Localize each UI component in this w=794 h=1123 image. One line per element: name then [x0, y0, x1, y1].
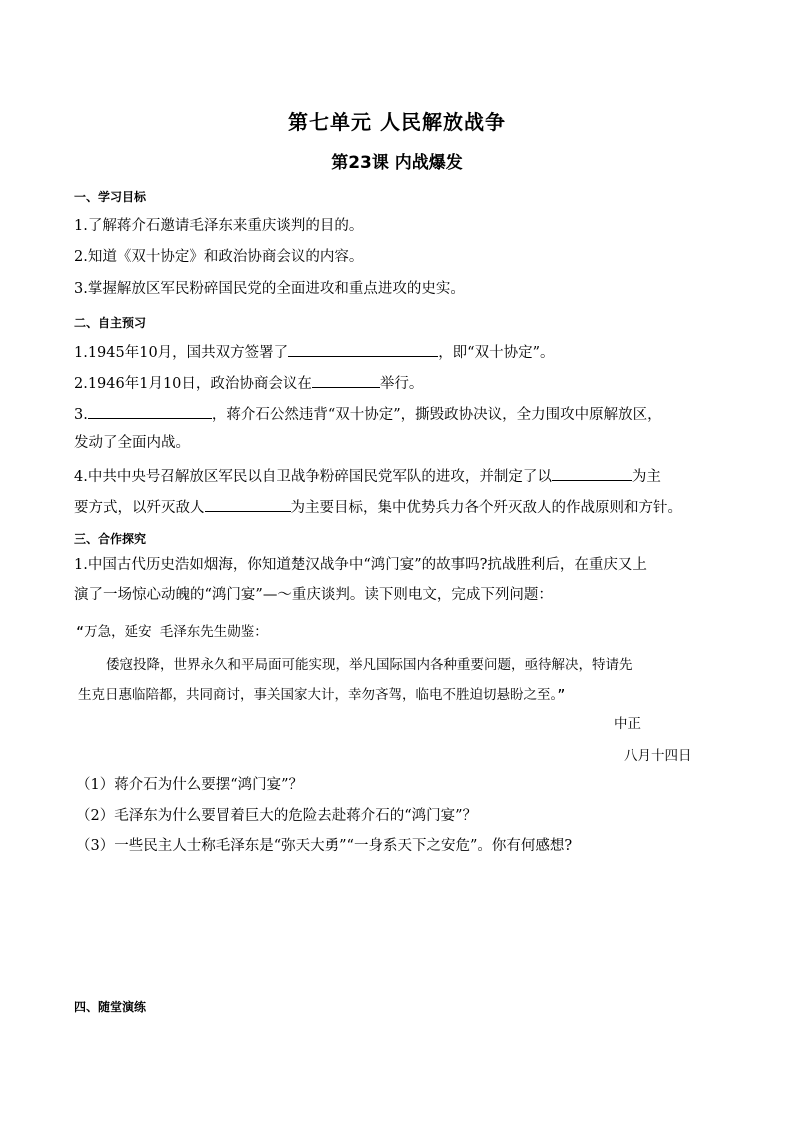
preview-question-3-cont: 发动了全面内战。: [74, 435, 190, 451]
telegram-date: 八月十四日: [624, 748, 692, 764]
preview-question-4: [74, 466, 661, 487]
question-text: 要方式，以歼灭敌人: [74, 500, 205, 516]
answer-blank[interactable]: [88, 404, 212, 419]
telegram-header: “万急，延安 毛泽东先生勋鉴：: [76, 624, 268, 640]
inquiry-intro: 1.中国古代历史浩如烟海，你知道楚汉战争中“鸿门宴”的故事吗?抗战胜利后，在重庆又上: [74, 557, 647, 573]
question-text: ，蒋介石公然违背“双十协定”，撕毁政协决议，全力围攻中原解放区，: [211, 407, 662, 423]
preview-question-3: [74, 404, 662, 425]
section-heading-goals: 一、学习目标: [74, 190, 147, 204]
preview-question-1: [74, 342, 555, 363]
goal-item: 3.掌握解放区军民粉碎国民党的全面进攻和重点进攻的史实。: [74, 281, 465, 297]
telegram-body: 倭寇投降，世界永久和平局面可能实现，举凡国际国内各种重要问题，亟待解决，特请先: [106, 657, 633, 673]
answer-blank[interactable]: [552, 466, 632, 481]
goal-item: 2.知道《双十协定》和政治协商会议的内容。: [74, 249, 364, 265]
answer-blank[interactable]: [288, 342, 438, 357]
question-text: 举行。: [379, 376, 424, 392]
question-text: 2.1946年1月10日，政治协商会议在: [74, 376, 312, 392]
section-heading-preview: 二、自主预习: [74, 316, 147, 330]
unit-title: 第七单元 人民解放战争: [288, 110, 506, 134]
answer-blank[interactable]: [312, 373, 380, 388]
telegram-signature: 中正: [614, 716, 641, 732]
inquiry-question: （1）蒋介石为什么要摆“鸿门宴”？: [76, 777, 304, 793]
question-text: 为主: [631, 469, 661, 485]
section-heading-practice: 四、随堂演练: [74, 1000, 147, 1014]
preview-question-2: [74, 373, 423, 394]
section-heading-inquiry: 三、合作探究: [74, 532, 147, 546]
goal-item: 1.了解蒋介石邀请毛泽东来重庆谈判的目的。: [74, 218, 364, 234]
answer-blank[interactable]: [205, 497, 291, 512]
question-text: 1.1945年10月，国共双方签署了: [74, 345, 289, 361]
question-text: ，即“双十协定”。: [438, 345, 555, 361]
question-text: 4.中共中央号召解放区军民以自卫战争粉碎国民党军队的进攻，并制定了以: [74, 469, 552, 485]
telegram-body-cont: 生克日惠临陪都，共同商讨，事关国家大计，幸勿吝驾，临电不胜迫切悬盼之至。”: [78, 687, 566, 703]
lesson-title: 第23课 内战爆发: [331, 153, 463, 173]
inquiry-question: （2）毛泽东为什么要冒着巨大的危险去赴蒋介石的“鸿门宴”？: [76, 808, 478, 824]
question-text: 为主要目标，集中优势兵力各个歼灭敌人的作战原则和方针。: [290, 500, 682, 516]
preview-question-4-cont: [74, 497, 682, 518]
inquiry-question: （3）一些民主人士称毛泽东是“弥天大勇”“一身系天下之安危”。你有何感想?: [76, 838, 573, 854]
question-text: 3.: [74, 407, 88, 423]
inquiry-intro-cont: 演了一场惊心动魄的“鸿门宴”—～重庆谈判。读下则电文，完成下列问题：: [74, 587, 553, 603]
